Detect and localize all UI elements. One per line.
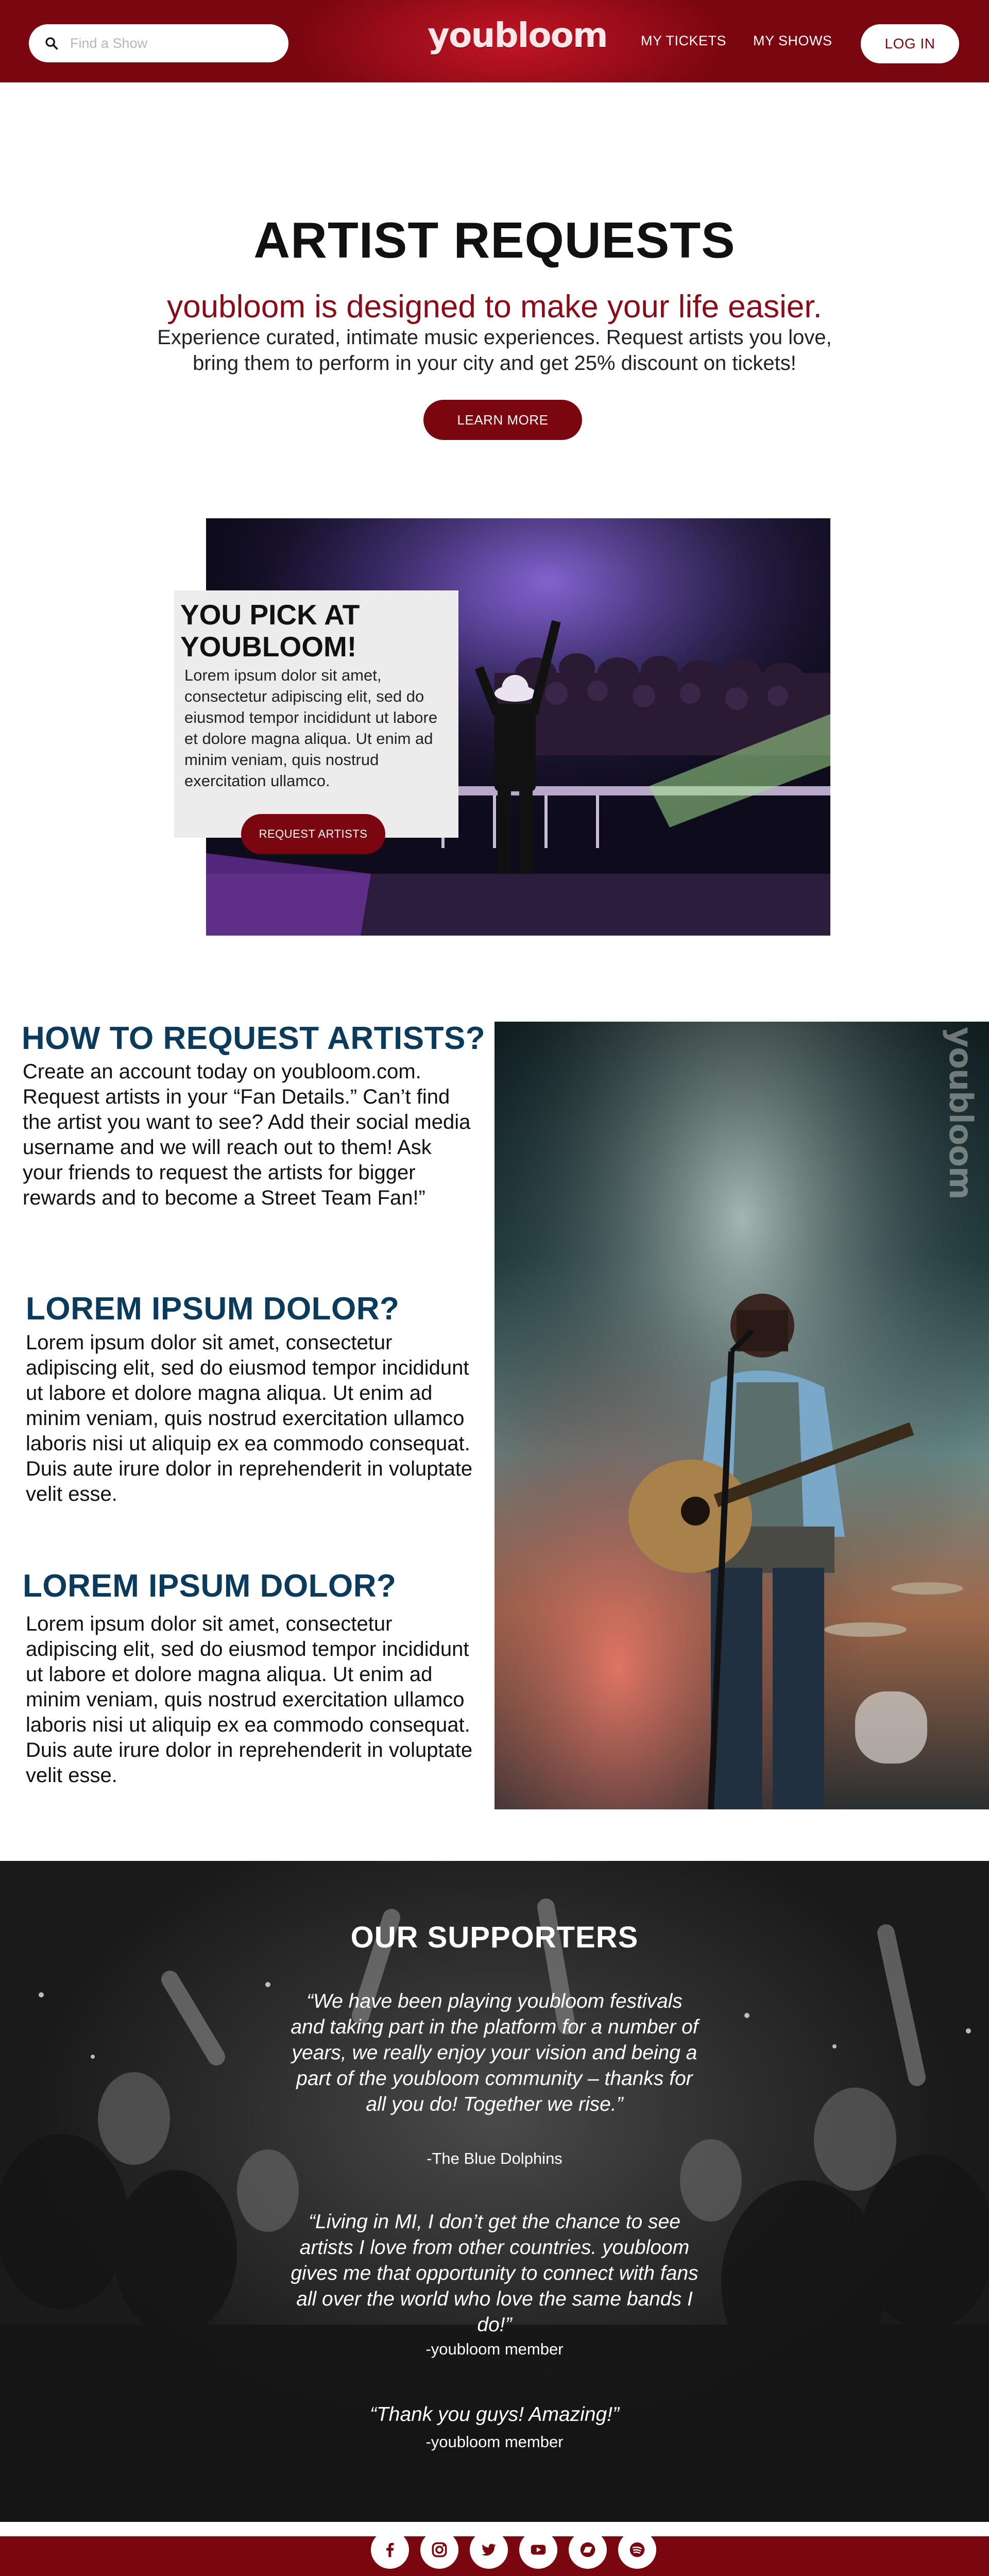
learn-more-button[interactable]: LEARN MORE bbox=[423, 400, 582, 440]
you-pick-title: YOU PICK AT YOUBLOOM! bbox=[180, 599, 360, 663]
youtube-icon[interactable] bbox=[519, 2531, 557, 2569]
you-pick-card bbox=[174, 590, 458, 838]
hero-description: Experience curated, intimate music experiences. Request artists you love, bring them to perform in your city and get 25% discount on tickets! bbox=[157, 326, 832, 375]
search-icon bbox=[44, 36, 59, 50]
testimonial-3: “Thank you guys! Amazing!” bbox=[369, 2403, 620, 2426]
facebook-icon[interactable] bbox=[371, 2531, 409, 2569]
how-to-heading: HOW TO REQUEST ARTISTS? bbox=[22, 1021, 486, 1056]
search-bar[interactable] bbox=[29, 24, 288, 62]
lorem-heading-2: LOREM IPSUM DOLOR? bbox=[23, 1568, 397, 1604]
testimonial-3-author: -youbloom member bbox=[425, 2433, 564, 2451]
twitter-icon[interactable] bbox=[470, 2531, 508, 2569]
request-artists-button[interactable]: REQUEST ARTISTS bbox=[241, 814, 385, 854]
nav-my-shows[interactable]: MY SHOWS bbox=[753, 33, 832, 48]
testimonial-2-author: -youbloom member bbox=[425, 2340, 564, 2358]
search-input[interactable] bbox=[70, 36, 276, 52]
site-header bbox=[0, 0, 989, 82]
instagram-icon[interactable] bbox=[420, 2531, 458, 2569]
page-title: ARTIST REQUESTS bbox=[253, 212, 736, 268]
you-pick-text: Lorem ipsum dolor sit amet, consectetur adipiscing elit, sed do eiusmod tempor incididunt ut labore et dolore magna aliqua. Ut enim ad minim veniam, quis nostrud exercitation ullamco. bbox=[184, 666, 438, 790]
testimonial-1: “We have been playing youbloom festivals and taking part in the platform for a number of years, we really enjoy your vision and being a part of the youbloom community – thanks for all you do! Together we rise.” bbox=[291, 1990, 698, 2115]
testimonial-1-author: -The Blue Dolphins bbox=[427, 2149, 562, 2167]
supporters-title: OUR SUPPORTERS bbox=[350, 1921, 639, 1954]
hero-subtitle: youbloom is designed to make your life easier. bbox=[167, 289, 822, 325]
bandcamp-icon[interactable] bbox=[569, 2531, 607, 2569]
testimonial-2: “Living in MI, I don’t get the chance to see artists I love from other countries. youbloom gives me that opportunity to connect with fans all over the world who love the same bands I do!” bbox=[291, 2211, 698, 2336]
nav-my-tickets[interactable]: MY TICKETS bbox=[641, 33, 727, 48]
singer-photo bbox=[494, 1022, 989, 1809]
login-button[interactable]: LOG IN bbox=[861, 24, 959, 63]
supporters-section bbox=[0, 1861, 989, 2522]
watermark-logo: youbloom bbox=[942, 1027, 980, 1199]
lorem-heading-1: LOREM IPSUM DOLOR? bbox=[26, 1291, 400, 1327]
lorem-text-2: Lorem ipsum dolor sit amet, consectetur adipiscing elit, sed do eiusmod tempor incididunt ut labore et dolore magna aliqua. Ut enim ad minim veniam, quis nostrud exercitation ullamco laboris nisi ut aliquip ex ea commodo consequat. Duis aute irure dolor in reprehenderit in voluptate velit esse. bbox=[26, 1613, 473, 1787]
lorem-text-1: Lorem ipsum dolor sit amet, consectetur adipiscing elit, sed do eiusmod tempor incididunt ut labore et dolore magna aliqua. Ut enim ad minim veniam, quis nostrud exercitation ullamco laboris nisi ut aliquip ex ea commodo consequat. Duis aute irure dolor in reprehenderit in voluptate velit esse. bbox=[26, 1331, 473, 1505]
spotify-icon[interactable] bbox=[618, 2531, 656, 2569]
how-to-text: Create an account today on youbloom.com. Request artists in your “Fan Details.” Can’t find the artist you want to see? Add their social media username and we will reach out to them! Ask your friends to request the artists for bigger rewards and to become a Street Team Fan!” bbox=[23, 1060, 471, 1209]
social-links bbox=[371, 2531, 656, 2569]
singer-illustration bbox=[494, 1022, 989, 1809]
site-logo[interactable]: youbloom bbox=[428, 15, 607, 55]
